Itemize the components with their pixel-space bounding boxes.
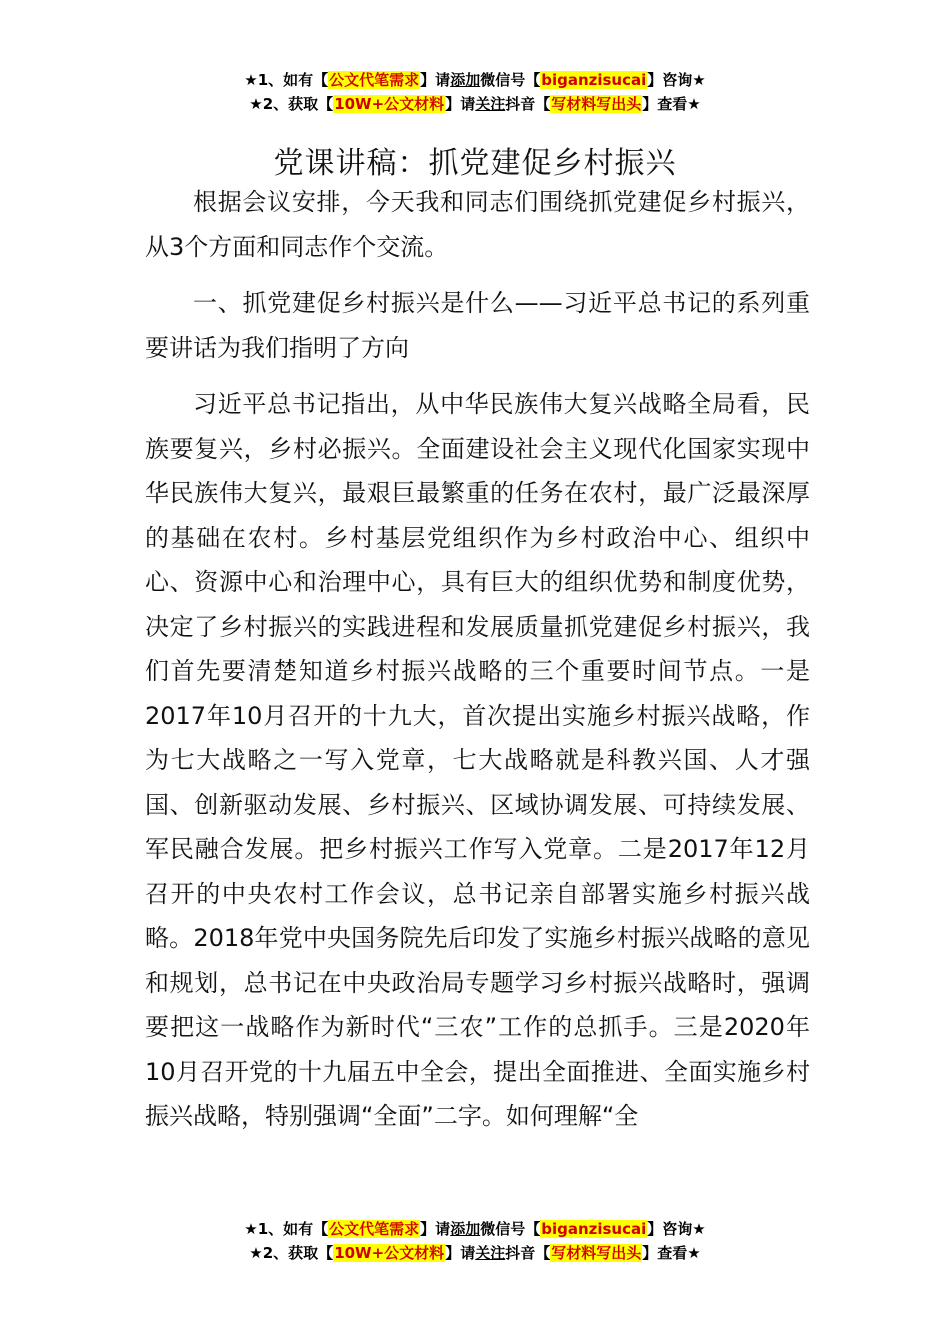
notice-underline: 关注 [475, 1244, 506, 1262]
document-title: 党课讲稿：抓党建促乡村振兴 [273, 146, 677, 182]
notice-text: 微信号【 [480, 71, 541, 89]
notice-text: 】请 [420, 1220, 451, 1238]
notice-text: ★1、如有【 [244, 71, 329, 89]
paragraph-intro: 根据会议安排，今天我和同志们围绕抓党建促乡村振兴，从3个方面和同志作个交流。 [145, 188, 810, 261]
notice-text: ★2、获取【 [249, 95, 334, 113]
document-body [145, 180, 810, 1151]
notice-text: ★2、获取【 [249, 1244, 334, 1262]
notice-text: ★1、如有【 [244, 1220, 329, 1238]
notice-line-2 [0, 1241, 950, 1265]
notice-text: 】咨询★ [647, 1220, 706, 1238]
notice-highlight: 写材料写出头 [551, 95, 642, 113]
notice-line-1 [0, 1217, 950, 1241]
notice-line-2 [0, 92, 950, 116]
notice-text: 】请 [445, 95, 476, 113]
paragraph-heading-1: 一、抓党建促乡村振兴是什么——习近平总书记的系列重要讲话为我们指明了方向 [145, 289, 810, 362]
notice-text: 】查看★ [642, 95, 701, 113]
notice-text: 微信号【 [480, 1220, 541, 1238]
paragraph-main: 习近平总书记指出，从中华民族伟大复兴战略全局看，民族要复兴，乡村必振兴。全面建设社会主义现代化国家实现中华民族伟大复兴，最艰巨最繁重的任务在农村，最广泛最深厚的基础在农村。乡村基层党组织作为乡村政治中心、组织中心、资源中心和治理中心，具有巨大的组织优势和制度优势，决定了乡村振兴的实践进程和发展质量抓党建促乡村振兴，我们首先要清楚知道乡村振兴战略的三个重要时间节点。一是2017年10月召开的十九大，首次提出实施乡村振兴战略，作为七大战略之一写入党章，七大战略就是科教兴国、人才强国、创新驱动发展、乡村振兴、区域协调发展、可持续发展、军民融合发展。把乡村振兴工作写入党章。二是2017年12月召开的中央农村工作会议，总书记亲自部署实施乡村振兴战略。2018年党中央国务院先后印发了实施乡村振兴战略的意见和规划，总书记在中央政治局专题学习乡村振兴战略时，强调要把这一战略作为新时代“三农”工作的总抓手。三是2020年10月召开党的十九届五中全会，提出全面推进、全面实施乡村振兴战略，特别强调“全面”二字。如何理解“全 [145, 390, 810, 1130]
notice-highlight: 10W+公文材料 [334, 1244, 445, 1262]
notice-underline: 添加 [450, 71, 481, 89]
notice-text: 】请 [445, 1244, 476, 1262]
notice-highlight: 写材料写出头 [551, 1244, 642, 1262]
notice-text: 抖音【 [505, 1244, 551, 1262]
notice-highlight: biganzisucai [541, 71, 647, 89]
notice-text: 】查看★ [642, 1244, 701, 1262]
notice-highlight: 公文代笔需求 [329, 71, 420, 89]
notice-underline: 关注 [475, 95, 506, 113]
header-notice [0, 68, 950, 116]
notice-highlight: 10W+公文材料 [334, 95, 445, 113]
notice-underline: 添加 [450, 1220, 481, 1238]
notice-text: 抖音【 [505, 95, 551, 113]
notice-line-1 [0, 68, 950, 92]
notice-highlight: biganzisucai [541, 1220, 647, 1238]
notice-text: 】请 [420, 71, 451, 89]
notice-highlight: 公文代笔需求 [329, 1220, 420, 1238]
footer-notice [0, 1217, 950, 1265]
notice-text: 】咨询★ [647, 71, 706, 89]
